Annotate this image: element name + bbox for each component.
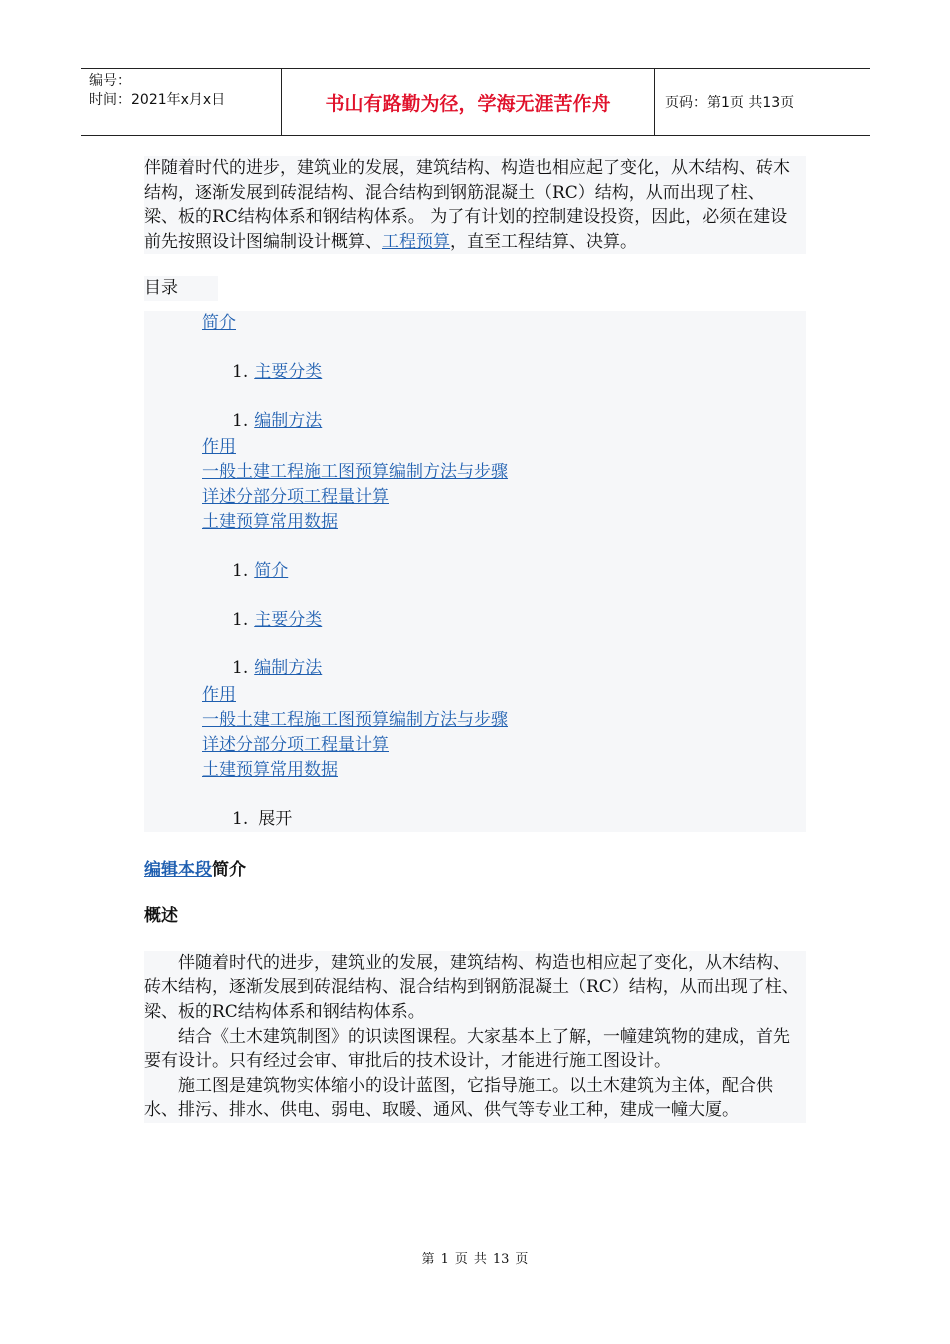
toc-item	[202, 485, 806, 510]
header-page-info: 页码：第1页 共13页	[665, 95, 795, 111]
toc-item	[202, 311, 806, 336]
header-number-label: 编号：	[89, 73, 131, 89]
toc-link-purpose[interactable]: 作用	[202, 437, 236, 458]
body-paragraph: 结合《土木建筑制图》的识读图课程。大家基本上了解，一幢建筑物的建成，首先要有设计。只有经过会审、审批后的技术设计，才能进行施工图设计。	[144, 1026, 790, 1072]
toc-number: 1.	[232, 410, 249, 431]
toc-link-steps[interactable]: 一般土建工程施工图预算编制方法与步骤	[202, 462, 508, 483]
table-of-contents	[144, 311, 806, 832]
toc-number: 1.	[232, 808, 249, 829]
toc-item	[202, 683, 806, 708]
edit-section-link[interactable]: 编辑本段	[144, 859, 212, 880]
toc-number: 1.	[232, 361, 249, 382]
toc-expand[interactable]	[202, 807, 806, 832]
body-paragraph: 施工图是建筑物实体缩小的设计蓝图，它指导施工。以土木建筑为主体，配合供水、排污、排水、供电、弱电、取暖、通风、供气等专业工种，建成一幢大厦。	[144, 1075, 773, 1121]
toc-link-data[interactable]: 土建预算常用数据	[202, 512, 338, 533]
toc-number: 1.	[232, 561, 249, 582]
document-content	[144, 156, 806, 1123]
toc-subitem	[202, 608, 806, 633]
toc-link-purpose-2[interactable]: 作用	[202, 684, 236, 705]
page-footer	[0, 1248, 950, 1267]
header-meta	[81, 69, 282, 135]
intro-text-before: 伴随着时代的进步，建筑业的发展，建筑结构、构造也相应起了变化，从木结构、砖木结构，逐渐发展到砖混结构、混合结构到钢筋混凝土（RC）结构，从而出现了柱、梁、板的RC结构体系和钢结构体系。 为了有计划的控制建设投资，因此，必须在建设前先按照设计图编制设计概算、	[144, 158, 790, 252]
toc-link-method[interactable]: 编制方法	[254, 410, 323, 431]
toc-link-intro-2[interactable]: 简介	[254, 561, 289, 582]
toc-number: 1.	[232, 658, 249, 679]
toc-link-intro[interactable]: 简介	[202, 312, 236, 333]
overview-heading: 概述	[144, 906, 178, 927]
toc-subitem	[202, 409, 806, 434]
toc-link-quantity[interactable]: 详述分部分项工程量计算	[202, 487, 389, 508]
toc-item	[202, 510, 806, 535]
toc-subitem	[202, 559, 806, 584]
footer-word: 共	[473, 1252, 487, 1267]
toc-item	[202, 758, 806, 783]
footer-word: 第	[421, 1252, 435, 1267]
intro-text-after: ，直至工程结算、决算。	[450, 231, 637, 252]
toc-link-steps-2[interactable]: 一般土建工程施工图预算编制方法与步骤	[202, 709, 508, 730]
toc-link-quantity-2[interactable]: 详述分部分项工程量计算	[202, 734, 389, 755]
toc-item	[202, 435, 806, 460]
toc-subitem	[202, 360, 806, 385]
section-body	[144, 951, 806, 1123]
toc-link-categories-2[interactable]: 主要分类	[254, 609, 323, 630]
toc-title: 目录	[144, 276, 218, 301]
footer-page-number: 1	[440, 1252, 449, 1267]
section-title: 简介	[212, 859, 246, 880]
toc-subitem	[202, 656, 806, 681]
footer-word: 页	[454, 1252, 468, 1267]
page-header	[81, 68, 870, 136]
toc-item	[202, 460, 806, 485]
toc-expand-label[interactable]: 展开	[258, 808, 293, 829]
header-motto: 书山有路勤为径，学海无涯苦作舟	[282, 69, 655, 135]
toc-link-method-2[interactable]: 编制方法	[254, 658, 323, 679]
header-time-label: 时间：2021年x月x日	[89, 92, 226, 108]
toc-item	[202, 733, 806, 758]
project-budget-link[interactable]: 工程预算	[382, 231, 450, 252]
footer-word: 页	[515, 1252, 529, 1267]
intro-paragraph	[144, 156, 806, 254]
footer-total-pages: 13	[492, 1252, 510, 1267]
toc-link-categories[interactable]: 主要分类	[254, 361, 323, 382]
toc-item	[202, 708, 806, 733]
toc-number: 1.	[232, 609, 249, 630]
toc-link-data-2[interactable]: 土建预算常用数据	[202, 759, 338, 780]
body-paragraph: 伴随着时代的进步，建筑业的发展，建筑结构、构造也相应起了变化，从木结构、砖木结构，逐渐发展到砖混结构、混合结构到钢筋混凝土（RC）结构，从而出现了柱、梁、板的RC结构体系和钢结构体系。	[144, 952, 799, 1022]
section-heading	[144, 858, 806, 883]
